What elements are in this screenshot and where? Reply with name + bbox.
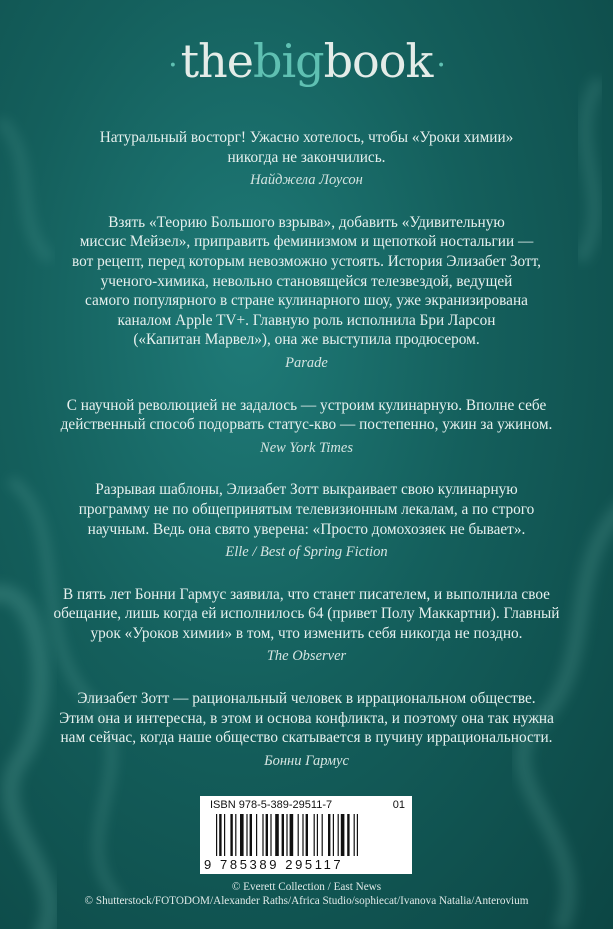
quote-source: The Observer [266,648,347,665]
barcode-bar [328,814,330,856]
barcode-bar [314,814,315,856]
quote-source: Parade [285,354,328,371]
quote-block [40,689,573,771]
logo-big: big [253,34,324,88]
barcode-bar [235,814,236,856]
barcode-bar [275,814,279,856]
barcode-bar [333,814,334,856]
quote-line: С научной революцией не задалось — устроим кулинарную. Вполне себе [66,396,547,414]
quote-line: ученого-химика, невольно становящейся телезвездой, ведущей [100,272,513,290]
quote-line: никогда не закончились. [227,148,386,166]
quote-line: программу не по общепринятым телевизионным лекалам, а по строго [78,500,535,518]
quote-line: действенный способ подорвать статус-кво — постепенно, ужин за ужином. [60,416,553,434]
quote-line: Этим она и интересна, в этом и основа конфликта, и поэтому она так нужна [59,709,554,727]
barcode-bar [230,814,232,856]
quote-line: каналом Apple TV+. Главную роль исполнила Бри Ларсон [117,311,496,329]
quote-line: вот рецепт, перед которым невозможно устоять. История Элизабет Зотт, [72,252,541,270]
barcode-bar [216,814,217,856]
quote-line: научным. Ведь она свято уверена: «Просто домохозяек не бывает». [87,520,526,538]
barcode-bar [322,814,323,856]
quote-line: В пять лет Бонни Гармус заявила, что станет писателем, и выполнила свое [63,585,550,603]
quote-block [40,585,573,667]
barcode-bar [266,814,268,856]
logo-dot-right: · [436,47,445,83]
barcode-bar [286,814,287,856]
quote-block [40,213,573,374]
isbn-addon: 01 [392,799,405,811]
barcode-bar [347,814,349,856]
isbn-barcode [200,796,412,874]
logo-dot-left: · [168,47,177,83]
barcode-bar [282,814,284,856]
barcode-bar [298,814,299,856]
quote-line: нам сейчас, когда наше общество скатывается в пучину иррациональности. [60,729,553,747]
credit-line: © Shutterstock/FOTODOM/Alexander Raths/Africa Studio/sophiecat/Ivanova Natalia/Anterovium [84,895,529,907]
quote-block [40,480,573,562]
logo-the: the [180,34,253,88]
isbn-text: ISBN 978-5-389-29511-7 [210,799,333,811]
quote-line: обещание, лишь когда ей исполнилось 64 (привет Полу Маккартни). Главный [53,605,560,623]
barcode-bar [341,814,345,856]
barcode-bar [219,814,221,856]
credit-line: © Everett Collection / East News [231,881,382,893]
quote-line: самого популярного в стране кулинарного шоу, уже экранизирована [85,292,528,310]
quote-block [40,396,573,459]
barcode-bar [270,814,271,856]
barcode-bar [302,814,303,856]
review-quotes [40,128,573,793]
quote-line: Разрывая шаблоны, Элизабет Зотт выкраивает свою кулинарную [95,481,518,499]
logo-book: book [323,34,433,88]
quote-source: Elle / Best of Spring Fiction [225,544,388,561]
quote-line: («Капитан Марвел»), она же выступила продюсером. [133,331,480,349]
barcode-bar [357,814,358,856]
quote-line: Элизабет Зотт — рациональный человек в иррациональном обществе. [77,690,536,708]
barcode-bar [338,814,339,856]
quote-line: Натуральный восторг! Ужасно хотелось, чтобы «Уроки химии» [99,129,514,146]
brand-logo [0,34,613,88]
barcode-bar [256,814,257,856]
photo-credits [0,880,613,908]
barcode-bar [306,814,308,856]
barcode-digits: 9 785389 295117 [204,857,344,872]
quote-source: New York Times [260,439,353,456]
quote-block [40,128,573,191]
barcode-bar [317,814,318,856]
barcode-bar [250,814,252,856]
barcode-bar [290,814,294,856]
quote-line: миссис Мейзел», приправить феминизмом и щепоткой ностальгии — [79,233,534,251]
quote-line: Взять «Теорию Большого взрыва», добавить «Удивительную [108,213,505,231]
barcode-bar [240,814,244,856]
barcode-bar [246,814,247,856]
quote-source: Бонни Гармус [264,752,349,769]
quote-line: урок «Уроков химии» в том, что изменить себя никогда не поздно. [90,624,523,642]
barcode-bar [354,814,355,856]
barcode-bar [224,814,225,856]
quote-source: Найджела Лоусон [250,172,363,189]
barcode-bar [262,814,263,856]
barcode-bars [216,814,406,856]
